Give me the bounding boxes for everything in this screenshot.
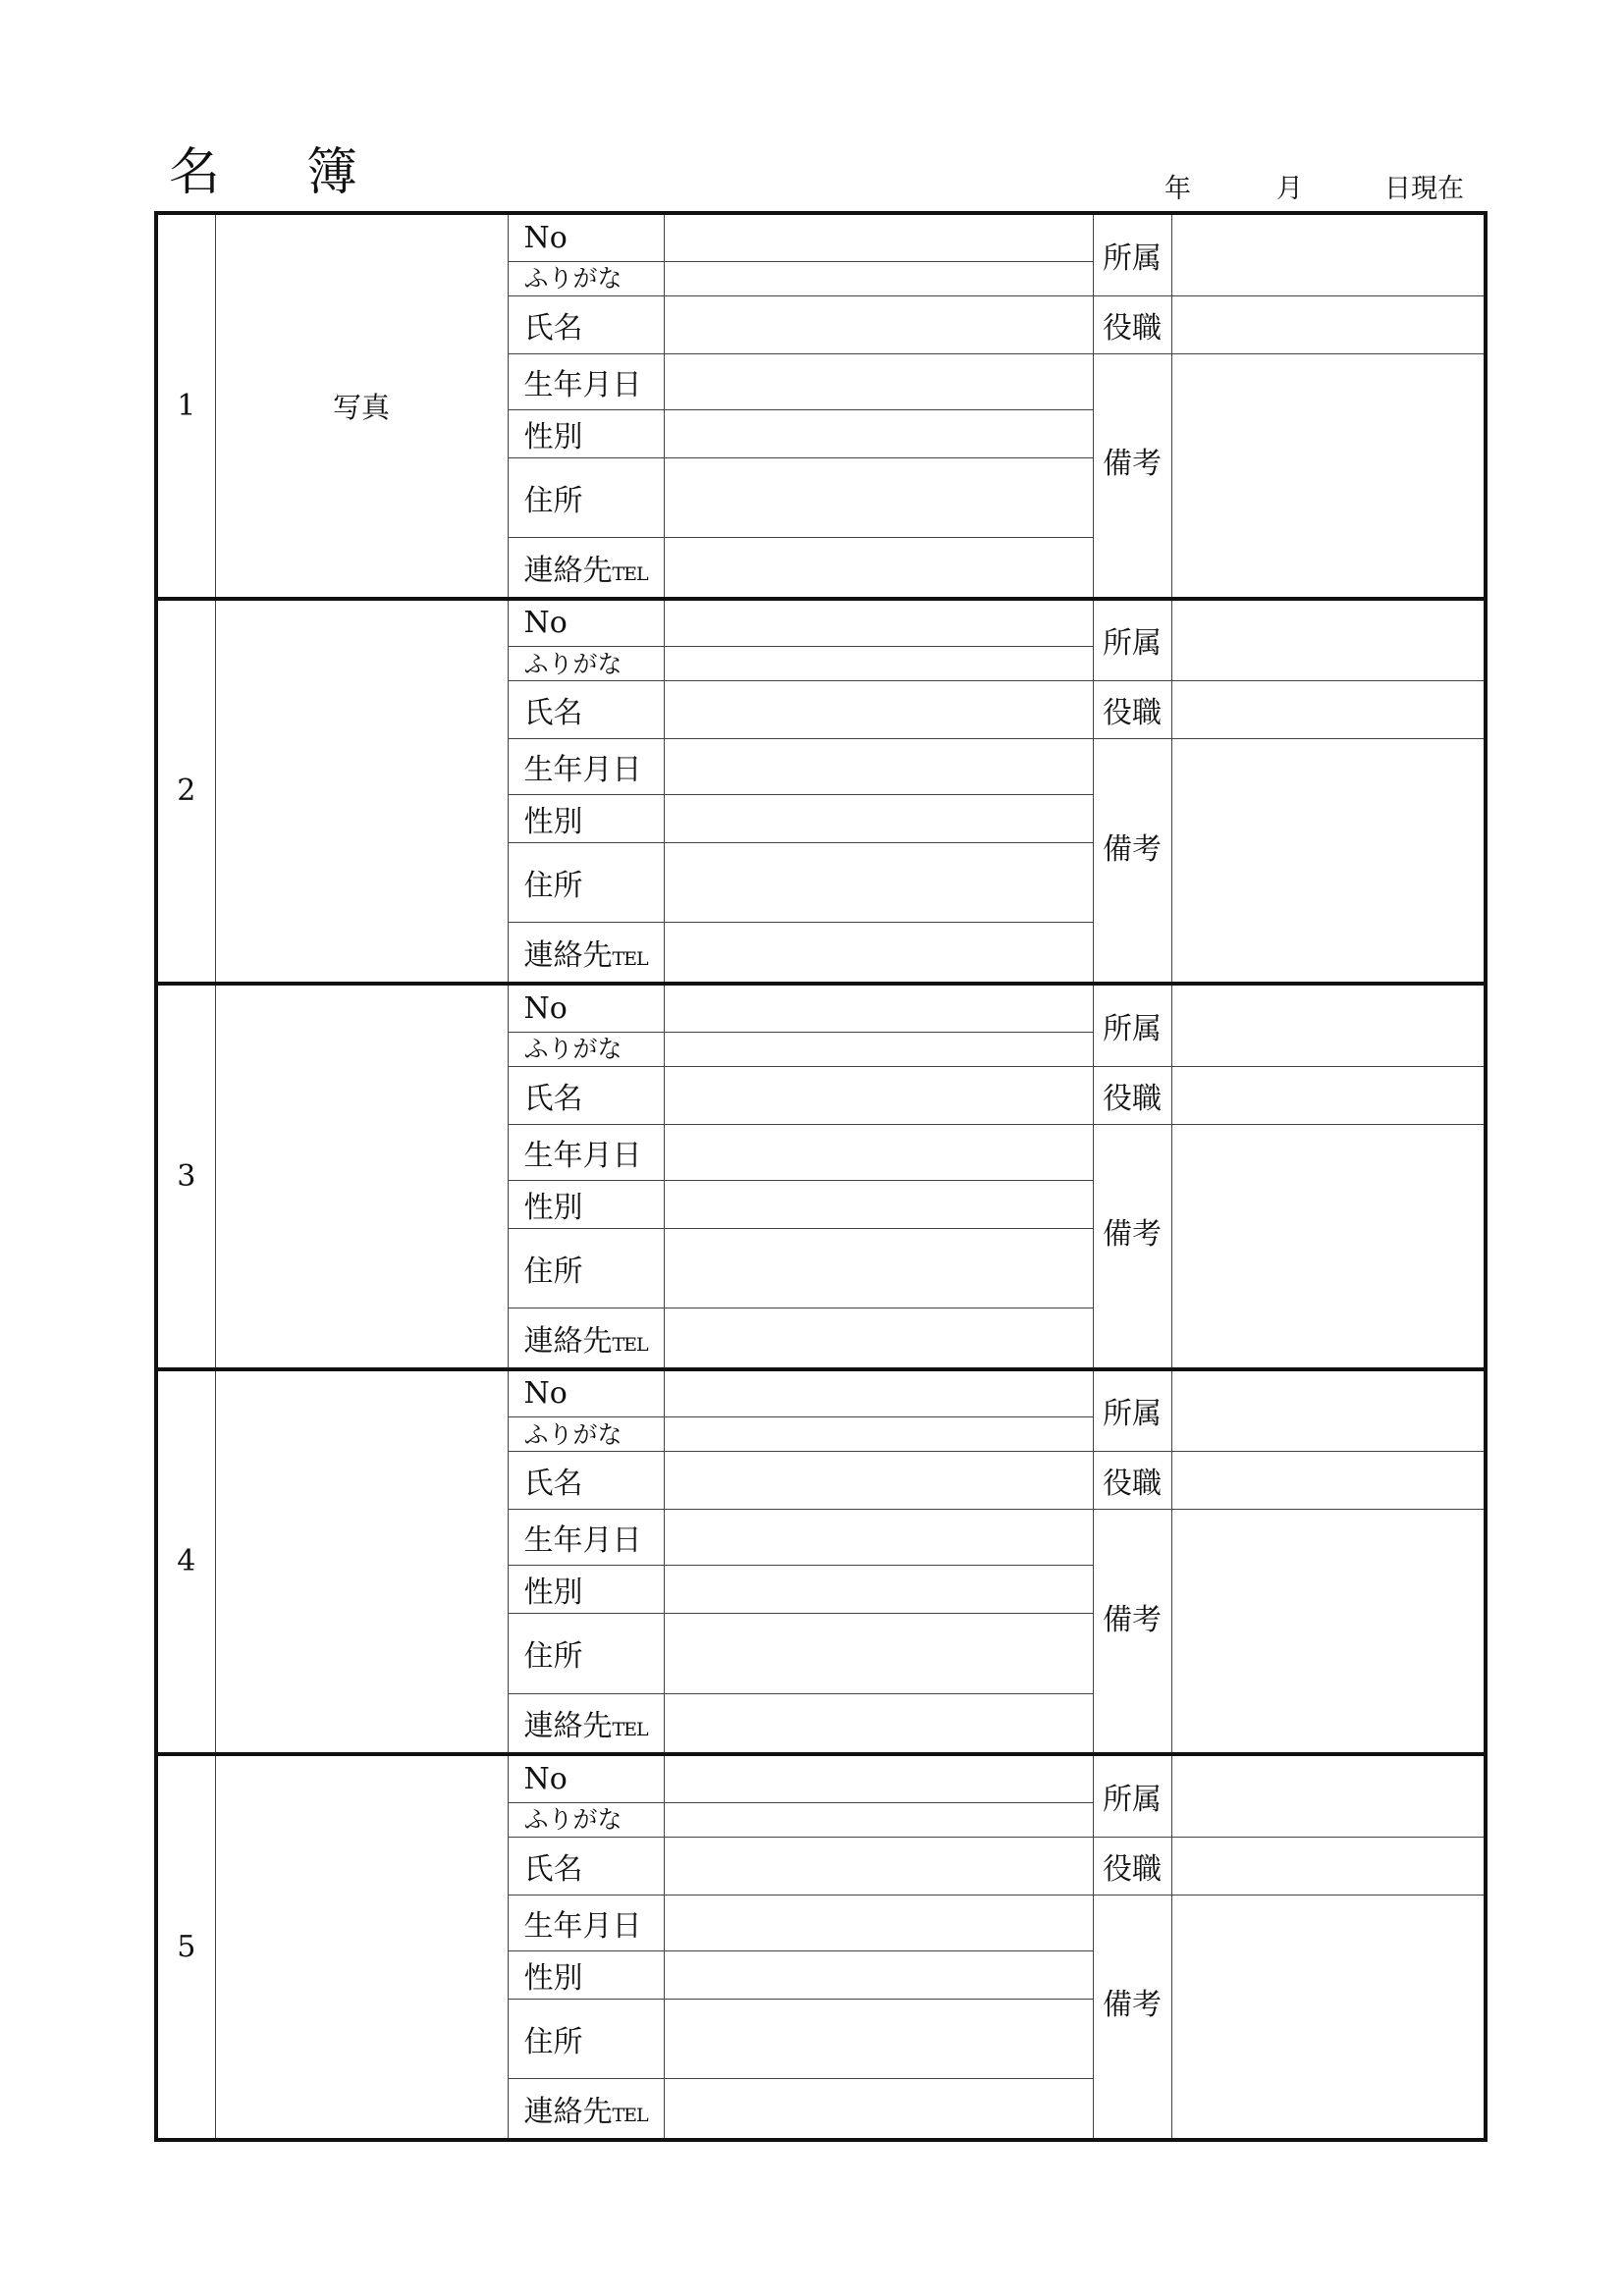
position-field[interactable] bbox=[1171, 1452, 1486, 1510]
entry-row bbox=[156, 1369, 1486, 1417]
birthdate-label: 生年月日 bbox=[508, 1510, 664, 1566]
remarks-label: 備考 bbox=[1093, 739, 1171, 984]
affiliation-field[interactable] bbox=[1171, 599, 1486, 681]
entry-row bbox=[156, 1754, 1486, 1802]
name-label: 氏名 bbox=[508, 1837, 664, 1895]
address-field[interactable] bbox=[664, 1228, 1093, 1308]
gender-field[interactable] bbox=[664, 1180, 1093, 1228]
no-label: No bbox=[508, 599, 664, 647]
gender-field[interactable] bbox=[664, 1950, 1093, 1999]
address-field[interactable] bbox=[664, 457, 1093, 537]
no-field[interactable] bbox=[664, 984, 1093, 1032]
tel-label: TEL bbox=[612, 1333, 648, 1356]
contact-label-text: 連絡先 bbox=[523, 2095, 613, 2130]
birthdate-label: 生年月日 bbox=[508, 1895, 664, 1950]
birthdate-label: 生年月日 bbox=[508, 739, 664, 795]
gender-label: 性別 bbox=[508, 1950, 664, 1999]
furigana-field[interactable] bbox=[664, 647, 1093, 681]
address-field[interactable] bbox=[664, 843, 1093, 923]
address-label: 住所 bbox=[508, 1614, 664, 1693]
contact-label bbox=[508, 923, 664, 984]
position-label: 役職 bbox=[1093, 1837, 1171, 1895]
remarks-field[interactable] bbox=[1171, 1124, 1486, 1368]
address-label: 住所 bbox=[508, 843, 664, 923]
position-field[interactable] bbox=[1171, 681, 1486, 739]
entry-row bbox=[156, 213, 1486, 261]
position-label: 役職 bbox=[1093, 1452, 1171, 1510]
birthdate-label: 生年月日 bbox=[508, 1124, 664, 1180]
furigana-field[interactable] bbox=[664, 1417, 1093, 1452]
name-label: 氏名 bbox=[508, 1452, 664, 1510]
photo-area[interactable] bbox=[215, 1369, 508, 1755]
tel-label: TEL bbox=[612, 562, 648, 585]
birthdate-label: 生年月日 bbox=[508, 353, 664, 409]
entry-number: 5 bbox=[156, 1754, 215, 2140]
entry-row bbox=[156, 984, 1486, 1032]
address-label: 住所 bbox=[508, 1228, 664, 1308]
photo-area[interactable] bbox=[215, 599, 508, 985]
name-field[interactable] bbox=[664, 681, 1093, 739]
address-label: 住所 bbox=[508, 457, 664, 537]
furigana-label: ふりがな bbox=[508, 1802, 664, 1837]
gender-label: 性別 bbox=[508, 795, 664, 843]
position-field[interactable] bbox=[1171, 1837, 1486, 1895]
position-field[interactable] bbox=[1171, 1066, 1486, 1124]
remarks-label: 備考 bbox=[1093, 1124, 1171, 1368]
gender-label: 性別 bbox=[508, 1566, 664, 1614]
affiliation-label: 所属 bbox=[1093, 1369, 1171, 1452]
affiliation-field[interactable] bbox=[1171, 1369, 1486, 1452]
furigana-field[interactable] bbox=[664, 1802, 1093, 1837]
affiliation-label: 所属 bbox=[1093, 1754, 1171, 1837]
no-label: No bbox=[508, 984, 664, 1032]
name-field[interactable] bbox=[664, 1066, 1093, 1124]
position-label: 役職 bbox=[1093, 295, 1171, 353]
no-field[interactable] bbox=[664, 599, 1093, 647]
name-field[interactable] bbox=[664, 295, 1093, 353]
name-label: 氏名 bbox=[508, 681, 664, 739]
roster-table bbox=[154, 211, 1488, 2142]
contact-field[interactable] bbox=[664, 1693, 1093, 1754]
affiliation-label: 所属 bbox=[1093, 599, 1171, 681]
remarks-field[interactable] bbox=[1171, 739, 1486, 984]
name-field[interactable] bbox=[664, 1837, 1093, 1895]
contact-field[interactable] bbox=[664, 2079, 1093, 2140]
gender-field[interactable] bbox=[664, 1566, 1093, 1614]
photo-area[interactable] bbox=[215, 1754, 508, 2140]
birthdate-field[interactable] bbox=[664, 1510, 1093, 1566]
date-year-label: 年 bbox=[1164, 174, 1191, 204]
contact-label-text: 連絡先 bbox=[523, 553, 613, 588]
no-field[interactable] bbox=[664, 1369, 1093, 1417]
birthdate-field[interactable] bbox=[664, 739, 1093, 795]
position-label: 役職 bbox=[1093, 681, 1171, 739]
furigana-field[interactable] bbox=[664, 261, 1093, 295]
no-label: No bbox=[508, 1754, 664, 1802]
remarks-field[interactable] bbox=[1171, 353, 1486, 598]
page-title: 名簿 bbox=[169, 143, 445, 202]
contact-label bbox=[508, 1693, 664, 1754]
tel-label: TEL bbox=[612, 948, 648, 971]
remarks-label: 備考 bbox=[1093, 1895, 1171, 2140]
date-day-label: 日現在 bbox=[1384, 174, 1464, 204]
furigana-label: ふりがな bbox=[508, 1417, 664, 1452]
affiliation-label: 所属 bbox=[1093, 213, 1171, 295]
tel-label: TEL bbox=[612, 1719, 648, 1741]
address-label: 住所 bbox=[508, 1999, 664, 2078]
contact-label bbox=[508, 2079, 664, 2140]
entry-number: 2 bbox=[156, 599, 215, 985]
no-label: No bbox=[508, 213, 664, 261]
entry-row bbox=[156, 599, 1486, 647]
entry-number: 1 bbox=[156, 213, 215, 599]
address-field[interactable] bbox=[664, 1999, 1093, 2078]
address-field[interactable] bbox=[664, 1614, 1093, 1693]
as-of-date bbox=[1149, 173, 1473, 206]
furigana-label: ふりがな bbox=[508, 1032, 664, 1066]
gender-field[interactable] bbox=[664, 795, 1093, 843]
position-field[interactable] bbox=[1171, 295, 1486, 353]
affiliation-field[interactable] bbox=[1171, 1754, 1486, 1837]
contact-label-text: 連絡先 bbox=[523, 1323, 613, 1359]
gender-field[interactable] bbox=[664, 409, 1093, 457]
contact-label bbox=[508, 1308, 664, 1369]
remarks-label: 備考 bbox=[1093, 353, 1171, 598]
remarks-label: 備考 bbox=[1093, 1510, 1171, 1754]
birthdate-field[interactable] bbox=[664, 353, 1093, 409]
roster-body bbox=[156, 213, 1486, 2140]
photo-area[interactable] bbox=[215, 984, 508, 1369]
contact-label-text: 連絡先 bbox=[523, 1709, 613, 1744]
furigana-field[interactable] bbox=[664, 1032, 1093, 1066]
affiliation-field[interactable] bbox=[1171, 984, 1486, 1066]
name-field[interactable] bbox=[664, 1452, 1093, 1510]
name-label: 氏名 bbox=[508, 295, 664, 353]
no-field[interactable] bbox=[664, 213, 1093, 261]
name-label: 氏名 bbox=[508, 1066, 664, 1124]
affiliation-label: 所属 bbox=[1093, 984, 1171, 1066]
gender-label: 性別 bbox=[508, 409, 664, 457]
birthdate-field[interactable] bbox=[664, 1895, 1093, 1950]
contact-field[interactable] bbox=[664, 537, 1093, 598]
birthdate-field[interactable] bbox=[664, 1124, 1093, 1180]
date-month-label: 月 bbox=[1276, 174, 1303, 204]
entry-number: 3 bbox=[156, 984, 215, 1369]
entry-number: 4 bbox=[156, 1369, 215, 1755]
tel-label: TEL bbox=[612, 2105, 648, 2127]
furigana-label: ふりがな bbox=[508, 261, 664, 295]
contact-field[interactable] bbox=[664, 923, 1093, 984]
gender-label: 性別 bbox=[508, 1180, 664, 1228]
contact-label-text: 連絡先 bbox=[523, 938, 613, 974]
contact-label bbox=[508, 537, 664, 598]
remarks-field[interactable] bbox=[1171, 1895, 1486, 2140]
contact-field[interactable] bbox=[664, 1308, 1093, 1369]
remarks-field[interactable] bbox=[1171, 1510, 1486, 1754]
affiliation-field[interactable] bbox=[1171, 213, 1486, 295]
photo-area[interactable]: 写真 bbox=[215, 213, 508, 599]
no-label: No bbox=[508, 1369, 664, 1417]
no-field[interactable] bbox=[664, 1754, 1093, 1802]
furigana-label: ふりがな bbox=[508, 647, 664, 681]
position-label: 役職 bbox=[1093, 1066, 1171, 1124]
